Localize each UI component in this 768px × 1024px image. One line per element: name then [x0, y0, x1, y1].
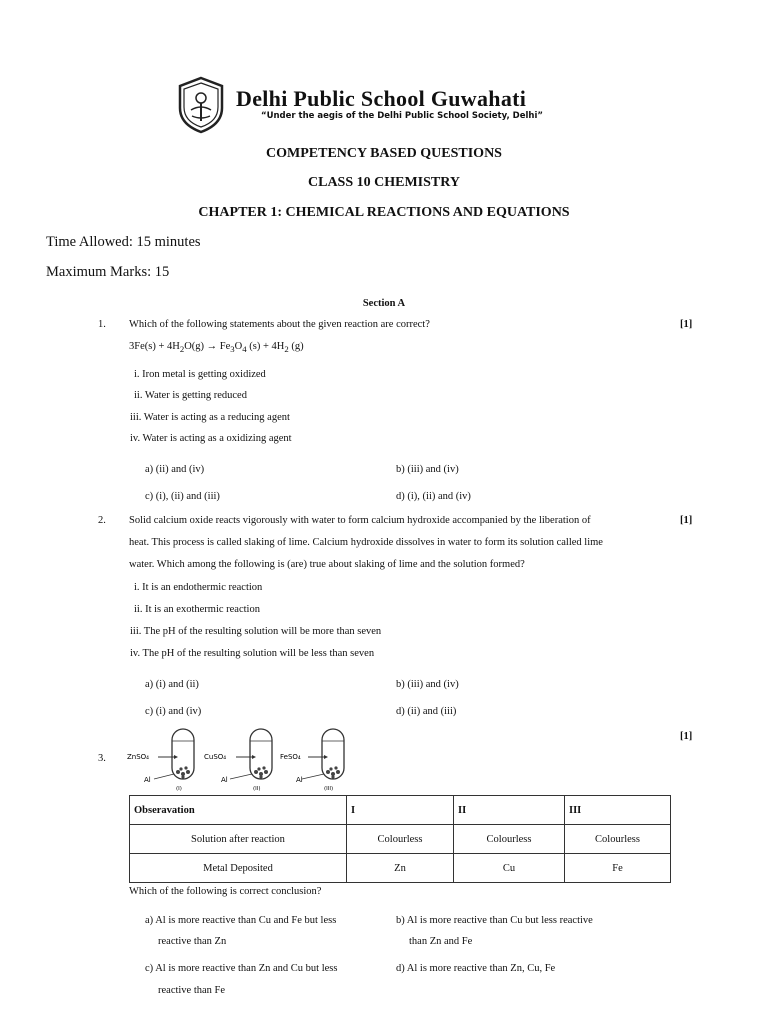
tube-2-label: (II) [253, 786, 261, 792]
test-tube-3 [280, 729, 344, 792]
q2-option-d: d) (ii) and (iii) [396, 706, 457, 717]
tube-2-solution: CuSO₄ [204, 753, 227, 761]
time-allowed: Time Allowed: 15 minutes [46, 234, 201, 250]
q3-option-a-cont: reactive than Zn [158, 936, 227, 947]
table-header: III [565, 796, 671, 825]
table-cell: Colourless [454, 825, 565, 854]
q1-statement: iv. Water is acting as a oxidizing agent [130, 433, 292, 444]
q1-statement: i. Iron metal is getting oxidized [134, 369, 266, 380]
doc-class: CLASS 10 CHEMISTRY [308, 175, 460, 190]
table-cell: Metal Deposited [130, 854, 347, 883]
maximum-marks: Maximum Marks: 15 [46, 264, 170, 280]
q1-mark: [1] [680, 319, 693, 330]
q2-text-line: water. Which among the following is (are) true about slaking of lime and the solution formed? [129, 559, 525, 570]
q2-option-a: a) (i) and (ii) [145, 679, 199, 690]
q3-option-a: a) Al is more reactive than Cu and Fe but less [145, 915, 337, 926]
q1-option-a: a) (ii) and (iv) [145, 464, 205, 475]
q3-option-c: c) Al is more reactive than Zn and Cu but less [145, 963, 338, 974]
section-heading: Section A [362, 298, 406, 309]
tube-1-label: (I) [176, 786, 182, 792]
test-tube-2 [204, 729, 272, 792]
q2-mark: [1] [680, 515, 693, 526]
tube-3-metal: Al [296, 776, 303, 784]
q2-statement: ii. It is an exothermic reaction [134, 604, 260, 615]
tube-2-metal: Al [221, 776, 228, 784]
table-row [130, 825, 671, 854]
school-tagline: “Under the aegis of the Delhi Public School Society, Delhi” [261, 111, 543, 121]
q1-option-b: b) (iii) and (iv) [396, 464, 459, 475]
q1-text: Which of the following statements about the given reaction are correct? [129, 319, 430, 330]
q2-statement: iv. The pH of the resulting solution will be less than seven [130, 648, 375, 659]
q1-statement: ii. Water is getting reduced [134, 390, 247, 401]
table-header: I [347, 796, 454, 825]
test-tubes-diagram [126, 727, 356, 793]
test-tube-1 [127, 729, 194, 792]
observation-table [129, 795, 671, 883]
q2-option-b: b) (iii) and (iv) [396, 679, 459, 690]
tube-1-solution: ZnSO₄ [127, 753, 149, 761]
table-cell: Fe [565, 854, 671, 883]
q1-option-d: d) (i), (ii) and (iv) [396, 491, 471, 502]
q3-option-d: d) Al is more reactive than Zn, Cu, Fe [396, 963, 556, 974]
school-logo-crest [174, 76, 228, 134]
school-name: Delhi Public School Guwahati [236, 86, 527, 111]
q1-number: 1. [98, 319, 106, 330]
table-cell: Solution after reaction [130, 825, 347, 854]
q2-text-line: heat. This process is called slaking of lime. Calcium hydroxide dissolves in water to form its solution called lime [129, 537, 603, 548]
tube-3-label: (III) [324, 786, 334, 792]
q1-statement: iii. Water is acting as a reducing agent [130, 412, 290, 423]
doc-title: COMPETENCY BASED QUESTIONS [266, 146, 502, 161]
q2-option-c: c) (i) and (iv) [145, 706, 202, 717]
table-row [130, 854, 671, 883]
q2-number: 2. [98, 515, 106, 526]
q3-question: Which of the following is correct conclusion? [129, 886, 322, 897]
table-cell: Colourless [565, 825, 671, 854]
table-header: Obseravation [130, 796, 347, 825]
table-header-row [130, 796, 671, 825]
q3-mark: [1] [680, 731, 693, 742]
q2-statement: iii. The pH of the resulting solution will be more than seven [130, 626, 382, 637]
q3-option-b: b) Al is more reactive than Cu but less reactive [396, 915, 593, 926]
table-cell: Colourless [347, 825, 454, 854]
q1-option-c: c) (i), (ii) and (iii) [145, 491, 220, 502]
table-header: II [454, 796, 565, 825]
q3-number: 3. [98, 753, 106, 764]
q2-statement: i. It is an endothermic reaction [134, 582, 263, 593]
q3-option-c-cont: reactive than Fe [158, 985, 226, 996]
table-cell: Zn [347, 854, 454, 883]
tube-3-solution: FeSO₄ [280, 753, 301, 761]
doc-chapter: CHAPTER 1: CHEMICAL REACTIONS AND EQUATIONS [198, 205, 570, 220]
q2-text-line: Solid calcium oxide reacts vigorously with water to form calcium hydroxide accompanied by the liberation of [129, 515, 591, 526]
q1-equation: $3Fe(s) + 4H_2O(g) \to Fe_3O_4$ $(s) + 4H_2$ (g) [129, 341, 304, 355]
q3-option-b-cont: than Zn and Fe [409, 936, 473, 947]
table-cell: Cu [454, 854, 565, 883]
tube-1-metal: Al [144, 776, 151, 784]
